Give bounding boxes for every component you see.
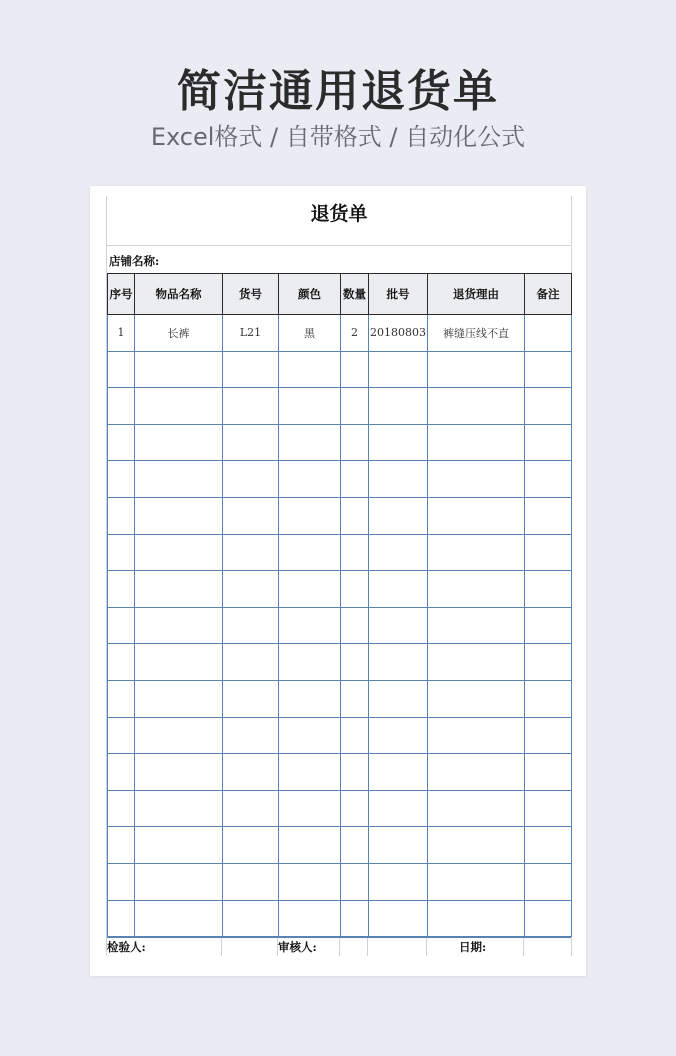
table-cell[interactable] xyxy=(108,717,135,754)
table-cell[interactable] xyxy=(108,680,135,717)
return-form xyxy=(106,196,572,956)
items-table xyxy=(107,273,572,937)
table-cell[interactable] xyxy=(369,607,428,644)
table-cell[interactable] xyxy=(341,827,369,864)
table-cell[interactable] xyxy=(223,754,279,791)
table-cell[interactable] xyxy=(369,900,428,937)
blank-cell xyxy=(524,938,571,956)
table-cell[interactable] xyxy=(223,900,279,937)
table-cell[interactable] xyxy=(525,680,572,717)
table-cell[interactable] xyxy=(108,754,135,791)
table-cell[interactable] xyxy=(279,827,341,864)
table-cell[interactable]: 长裤 xyxy=(135,315,223,352)
table-cell[interactable] xyxy=(135,534,223,571)
table-cell[interactable] xyxy=(525,461,572,498)
table-cell[interactable] xyxy=(369,461,428,498)
table-cell[interactable] xyxy=(341,754,369,791)
table-cell[interactable] xyxy=(525,388,572,425)
table-cell[interactable] xyxy=(369,351,428,388)
table-row xyxy=(108,863,572,900)
table-cell[interactable] xyxy=(223,351,279,388)
table-cell[interactable] xyxy=(428,534,525,571)
table-cell[interactable] xyxy=(369,388,428,425)
table-cell[interactable] xyxy=(428,424,525,461)
column-header: 颜色 xyxy=(279,274,341,315)
inspector-cell xyxy=(107,938,222,956)
table-cell[interactable] xyxy=(108,644,135,681)
table-cell[interactable] xyxy=(369,827,428,864)
table-cell[interactable] xyxy=(223,461,279,498)
table-cell[interactable] xyxy=(108,863,135,900)
table-cell[interactable] xyxy=(369,863,428,900)
table-cell[interactable] xyxy=(108,571,135,608)
reviewer-cell xyxy=(278,938,340,956)
reviewer-label: 审核人: xyxy=(278,940,317,955)
table-cell[interactable] xyxy=(525,900,572,937)
table-cell[interactable] xyxy=(428,827,525,864)
table-row xyxy=(108,900,572,937)
table-cell[interactable] xyxy=(279,571,341,608)
date-label: 日期: xyxy=(459,940,487,955)
table-cell[interactable] xyxy=(369,424,428,461)
table-cell[interactable] xyxy=(135,790,223,827)
table-cell[interactable] xyxy=(428,571,525,608)
table-cell[interactable] xyxy=(341,863,369,900)
table-row xyxy=(108,351,572,388)
table-cell[interactable] xyxy=(279,863,341,900)
table-cell[interactable] xyxy=(135,424,223,461)
table-cell[interactable] xyxy=(223,680,279,717)
table-cell[interactable] xyxy=(108,607,135,644)
table-cell[interactable] xyxy=(279,900,341,937)
table-cell[interactable] xyxy=(341,497,369,534)
table-row xyxy=(108,644,572,681)
table-row xyxy=(108,388,572,425)
table-cell[interactable] xyxy=(223,717,279,754)
table-cell[interactable] xyxy=(135,900,223,937)
table-cell[interactable]: 黑 xyxy=(279,315,341,352)
table-row xyxy=(108,534,572,571)
table-cell[interactable] xyxy=(369,680,428,717)
table-cell[interactable]: 裤缝压线不直 xyxy=(428,315,525,352)
table-cell[interactable] xyxy=(279,497,341,534)
table-cell[interactable] xyxy=(341,424,369,461)
banner-subtitle: Excel格式 / 自带格式 / 自动化公式 xyxy=(150,123,526,151)
table-row xyxy=(108,754,572,791)
table-cell[interactable] xyxy=(341,607,369,644)
table-row xyxy=(108,827,572,864)
table-cell[interactable] xyxy=(341,644,369,681)
table-cell[interactable] xyxy=(428,497,525,534)
table-cell[interactable] xyxy=(369,790,428,827)
table-row xyxy=(108,461,572,498)
table-cell[interactable] xyxy=(279,388,341,425)
table-cell[interactable] xyxy=(108,534,135,571)
table-body xyxy=(108,315,572,937)
table-cell[interactable] xyxy=(428,644,525,681)
table-cell[interactable] xyxy=(341,388,369,425)
table-cell[interactable] xyxy=(525,717,572,754)
table-cell[interactable] xyxy=(341,461,369,498)
table-cell[interactable] xyxy=(135,497,223,534)
table-cell[interactable] xyxy=(223,424,279,461)
table-cell[interactable] xyxy=(135,827,223,864)
table-cell[interactable] xyxy=(428,754,525,791)
column-header: 物品名称 xyxy=(135,274,223,315)
table-cell[interactable] xyxy=(369,644,428,681)
table-cell[interactable] xyxy=(135,461,223,498)
column-header: 数量 xyxy=(341,274,369,315)
table-cell[interactable] xyxy=(369,534,428,571)
banner-title: 简洁通用退货单 xyxy=(177,66,499,117)
column-header: 退货理由 xyxy=(428,274,525,315)
table-cell[interactable] xyxy=(369,717,428,754)
table-cell[interactable]: 1 xyxy=(108,315,135,352)
table-cell[interactable] xyxy=(223,863,279,900)
table-cell[interactable] xyxy=(341,790,369,827)
table-cell[interactable] xyxy=(279,461,341,498)
table-cell[interactable] xyxy=(525,607,572,644)
form-title: 退货单 xyxy=(107,196,571,246)
signature-row xyxy=(107,937,571,956)
table-cell[interactable] xyxy=(341,351,369,388)
table-cell[interactable] xyxy=(341,571,369,608)
table-cell[interactable] xyxy=(223,497,279,534)
blank-cell xyxy=(340,938,368,956)
table-row xyxy=(108,717,572,754)
table-cell[interactable] xyxy=(428,388,525,425)
table-cell[interactable] xyxy=(341,680,369,717)
table-row xyxy=(108,315,572,352)
inspector-label: 检验人: xyxy=(107,940,146,955)
table-cell[interactable] xyxy=(525,534,572,571)
table-cell[interactable] xyxy=(108,497,135,534)
blank-cell xyxy=(222,938,278,956)
table-cell[interactable] xyxy=(135,607,223,644)
table-cell[interactable] xyxy=(525,827,572,864)
table-cell[interactable] xyxy=(223,607,279,644)
table-cell[interactable] xyxy=(223,571,279,608)
table-cell[interactable] xyxy=(135,680,223,717)
table-cell[interactable] xyxy=(135,863,223,900)
table-cell[interactable] xyxy=(223,790,279,827)
table-row xyxy=(108,497,572,534)
shop-name-row xyxy=(107,246,571,273)
table-cell[interactable] xyxy=(428,863,525,900)
table-cell[interactable] xyxy=(108,461,135,498)
table-cell[interactable] xyxy=(108,827,135,864)
table-cell[interactable] xyxy=(428,900,525,937)
table-cell[interactable] xyxy=(341,534,369,571)
table-header-row xyxy=(108,274,572,315)
table-cell[interactable] xyxy=(428,790,525,827)
table-cell[interactable] xyxy=(525,754,572,791)
table-cell[interactable] xyxy=(525,863,572,900)
table-cell[interactable] xyxy=(428,461,525,498)
shop-name-label: 店铺名称: xyxy=(109,254,160,268)
table-cell[interactable] xyxy=(279,644,341,681)
table-cell[interactable] xyxy=(135,644,223,681)
column-header: 货号 xyxy=(223,274,279,315)
table-cell[interactable] xyxy=(525,790,572,827)
table-cell[interactable] xyxy=(369,571,428,608)
table-cell[interactable] xyxy=(279,790,341,827)
table-cell[interactable] xyxy=(108,351,135,388)
table-row xyxy=(108,607,572,644)
blank-cell xyxy=(368,938,427,956)
table-cell[interactable] xyxy=(279,717,341,754)
table-cell[interactable] xyxy=(223,644,279,681)
table-cell[interactable] xyxy=(525,497,572,534)
table-cell[interactable] xyxy=(279,754,341,791)
table-cell[interactable] xyxy=(223,534,279,571)
table-cell[interactable] xyxy=(135,754,223,791)
table-cell[interactable] xyxy=(223,388,279,425)
table-cell[interactable] xyxy=(525,351,572,388)
table-cell[interactable] xyxy=(428,351,525,388)
table-row xyxy=(108,680,572,717)
table-cell[interactable] xyxy=(341,900,369,937)
table-cell[interactable] xyxy=(135,717,223,754)
table-cell[interactable] xyxy=(135,351,223,388)
table-cell[interactable] xyxy=(279,680,341,717)
table-cell[interactable] xyxy=(279,351,341,388)
table-cell[interactable] xyxy=(279,424,341,461)
column-header: 备注 xyxy=(525,274,572,315)
table-cell[interactable] xyxy=(108,424,135,461)
table-cell[interactable] xyxy=(525,315,572,352)
table-cell[interactable]: 20180803 xyxy=(369,315,428,352)
table-row xyxy=(108,790,572,827)
return-form-sheet xyxy=(90,186,586,976)
column-header: 序号 xyxy=(108,274,135,315)
table-cell[interactable] xyxy=(108,790,135,827)
table-cell[interactable] xyxy=(135,388,223,425)
table-cell[interactable] xyxy=(428,607,525,644)
date-cell xyxy=(427,938,524,956)
table-cell[interactable] xyxy=(341,717,369,754)
table-cell[interactable] xyxy=(279,607,341,644)
table-cell[interactable] xyxy=(369,497,428,534)
table-cell[interactable] xyxy=(369,754,428,791)
table-cell[interactable] xyxy=(279,534,341,571)
table-cell[interactable]: L21 xyxy=(223,315,279,352)
table-cell[interactable] xyxy=(223,827,279,864)
table-cell[interactable] xyxy=(108,388,135,425)
column-header: 批号 xyxy=(369,274,428,315)
table-row xyxy=(108,571,572,608)
table-cell[interactable] xyxy=(428,680,525,717)
table-cell[interactable] xyxy=(108,900,135,937)
table-cell[interactable] xyxy=(135,571,223,608)
table-cell[interactable] xyxy=(428,717,525,754)
table-cell[interactable] xyxy=(525,424,572,461)
table-cell[interactable] xyxy=(525,644,572,681)
table-cell[interactable]: 2 xyxy=(341,315,369,352)
table-row xyxy=(108,424,572,461)
table-cell[interactable] xyxy=(525,571,572,608)
